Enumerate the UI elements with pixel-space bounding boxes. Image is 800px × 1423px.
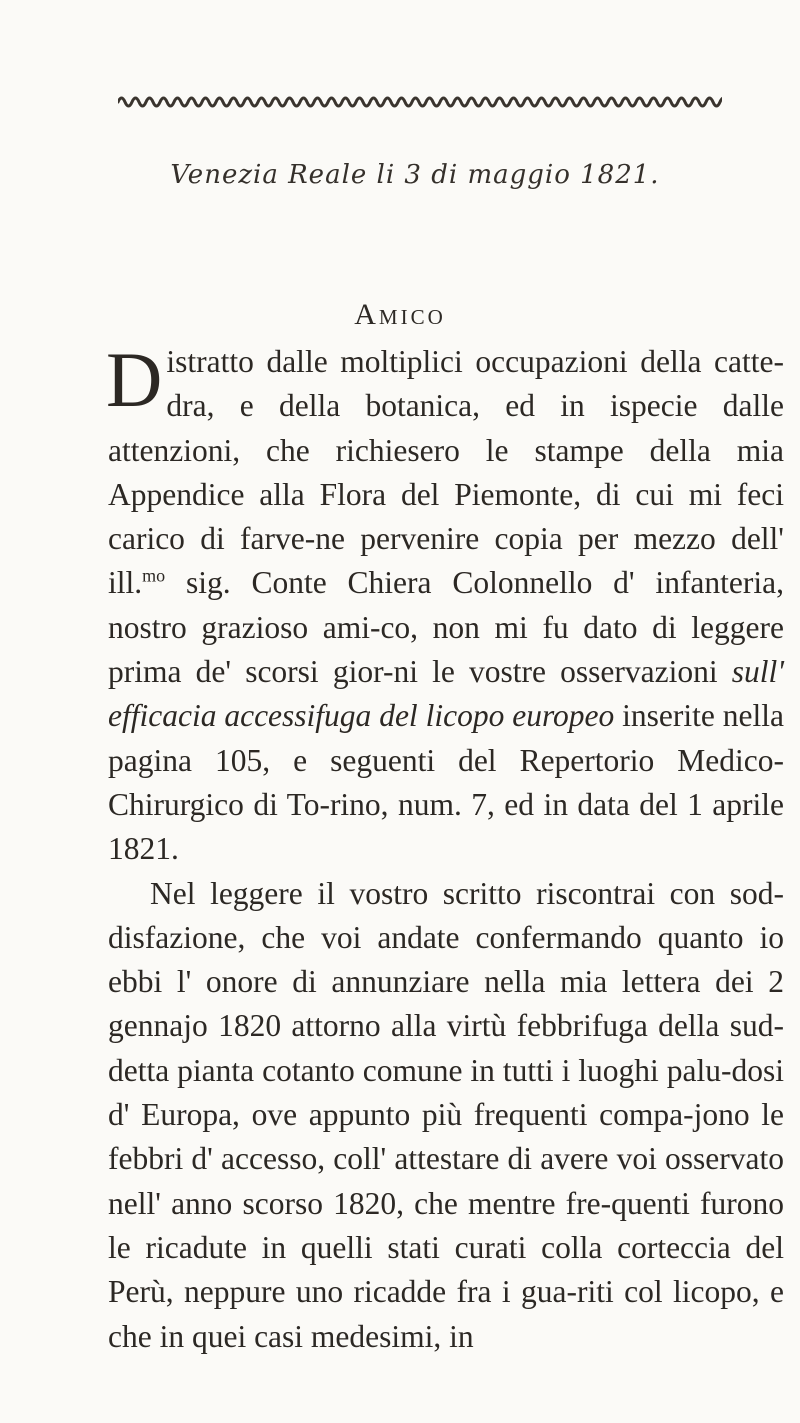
italic-title: sull' efficacia accessifuga del licopo europeo (108, 654, 784, 734)
paragraph-1 (106, 336, 785, 872)
paragraph-2: Nel leggere il vostro scritto riscontrai con sod-disfazione, che voi andate confermando quanto io ebbi l' onore di annunziare nella mia lettera dei 2 gennajo 1820 attorno alla virtù febbrifuga della sud-detta pianta cotanto comune in tutti i luoghi palu-dosi d' Europa, ove appunto più frequenti compa-jono le febbri d' accesso, coll' attestare di avere voi osservato nell' anno scorso 1820, che mentre fre-quenti furono le ricadute in quelli stati curati colla corteccia del Perù, neppure uno ricadde fra i gua-riti col licopo, e che in quei casi medesimi, in (108, 875, 784, 1354)
decorative-border-ornament (118, 92, 722, 112)
paragraph-1-text-b: sig. Conte Chiera Colonnello d' infanteria, nostro grazioso ami-co, non mi fu dato di leggere prima de' scorsi gior-ni le vostre osservazioni (108, 565, 784, 690)
drop-cap: D (106, 336, 163, 423)
paragraph-1-text-c: inserite nella pagina 105, e seguenti del Repertorio Medico-Chirurgico di To-rino, num. 7, ed in data del 1 aprile 1821. (108, 698, 785, 867)
superscript-abbrev: mo (142, 565, 166, 586)
salutation: Amico (354, 298, 446, 331)
letter-body (106, 336, 785, 1359)
paragraph-1-text-a: istratto dalle moltiplici occupazioni della catte-dra, e della botanica, ed in ispecie dalle attenzioni, che richiesero le stampe della mia Appendice alla Flora del Piemonte, di cui mi feci carico di farve-ne pervenire copia per mezzo dell' ill. (108, 344, 784, 601)
dateline: Venezia Reale li 3 di maggio 1821. (170, 160, 660, 190)
